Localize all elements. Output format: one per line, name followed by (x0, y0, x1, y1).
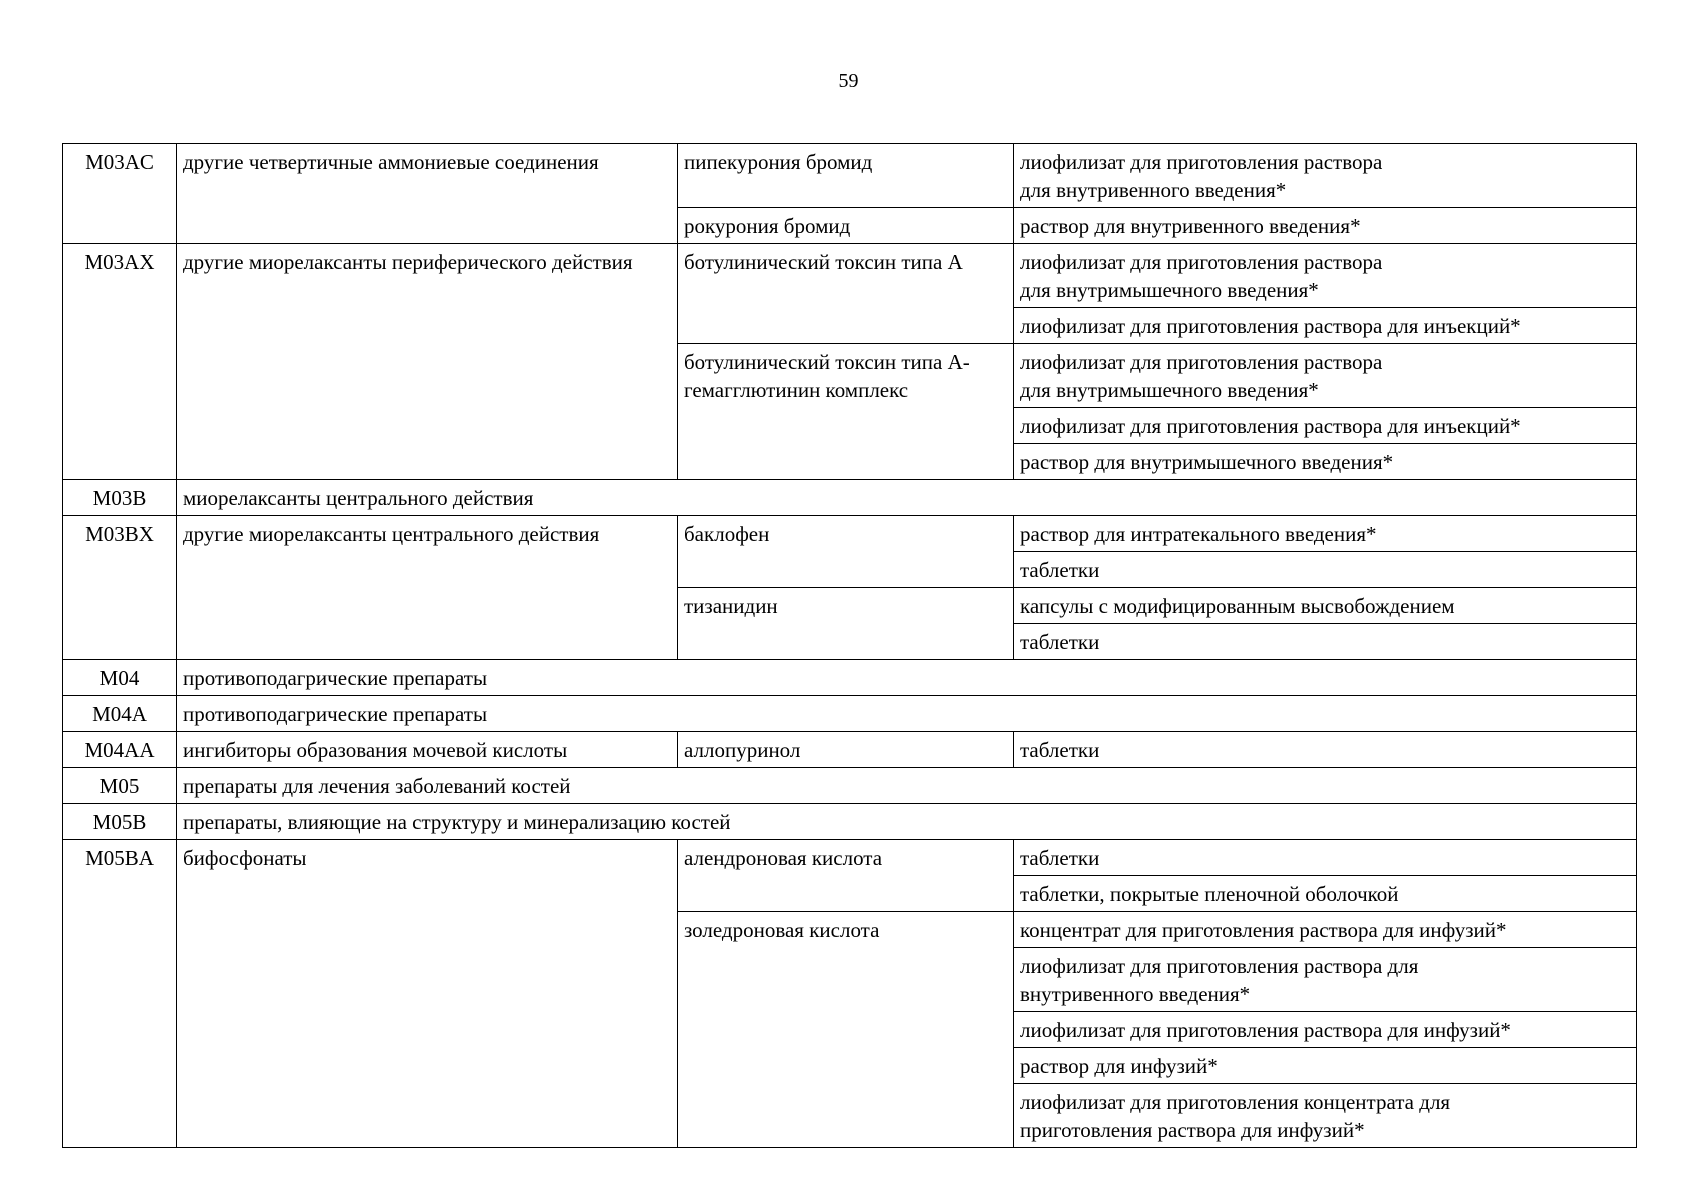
table-row (63, 768, 1637, 804)
table-row (63, 732, 1637, 768)
table-row (63, 244, 1637, 308)
dosage-form: лиофилизат для приготовления раствора для внутривенного введения* (1014, 144, 1637, 208)
dosage-form: концентрат для приготовления раствора для инфузий* (1014, 912, 1637, 948)
group-name: ингибиторы образования мочевой кислоты (177, 732, 678, 768)
drug-name: аллопуринол (678, 732, 1014, 768)
group-name: бифосфонаты (177, 840, 678, 1148)
dosage-form: лиофилизат для приготовления раствора для внутримышечного введения* (1014, 344, 1637, 408)
dosage-form: лиофилизат для приготовления раствора для инфузий* (1014, 1012, 1637, 1048)
atc-code: M04 (63, 660, 177, 696)
group-name: другие миорелаксанты периферического действия (177, 244, 678, 480)
dosage-form: таблетки (1014, 624, 1637, 660)
group-name: другие миорелаксанты центрального действия (177, 516, 678, 660)
dosage-form: лиофилизат для приготовления раствора для инъекций* (1014, 408, 1637, 444)
dosage-form: лиофилизат для приготовления раствора для внутривенного введения* (1014, 948, 1637, 1012)
table-row (63, 696, 1637, 732)
table-row (63, 804, 1637, 840)
dosage-form: таблетки (1014, 552, 1637, 588)
group-name: миорелаксанты центрального действия (177, 480, 1637, 516)
dosage-form: таблетки, покрытые пленочной оболочкой (1014, 876, 1637, 912)
page-number: 59 (838, 70, 859, 92)
group-name: другие четвертичные аммониевые соединения (177, 144, 678, 244)
dosage-form: раствор для внутримышечного введения* (1014, 444, 1637, 480)
group-name: препараты для лечения заболеваний костей (177, 768, 1637, 804)
drug-name: пипекурония бромид (678, 144, 1014, 208)
drug-table (62, 143, 1637, 1148)
drug-name: тизанидин (678, 588, 1014, 660)
table-row (63, 840, 1637, 876)
dosage-form: лиофилизат для приготовления раствора для инъекций* (1014, 308, 1637, 344)
atc-code: M05B (63, 804, 177, 840)
drug-name: золедроновая кислота (678, 912, 1014, 1148)
dosage-form: раствор для внутривенного введения* (1014, 208, 1637, 244)
group-name: противоподагрические препараты (177, 660, 1637, 696)
atc-code: M03B (63, 480, 177, 516)
dosage-form: капсулы с модифицированным высвобождением (1014, 588, 1637, 624)
drug-name: баклофен (678, 516, 1014, 588)
drug-name: ботулинический токсин типа A-гемагглютинин комплекс (678, 344, 1014, 480)
atc-code: M04AA (63, 732, 177, 768)
atc-code: M05 (63, 768, 177, 804)
dosage-form: таблетки (1014, 840, 1637, 876)
atc-code: M04A (63, 696, 177, 732)
table-row (63, 144, 1637, 208)
dosage-form: лиофилизат для приготовления раствора для внутримышечного введения* (1014, 244, 1637, 308)
drug-name: рокурония бромид (678, 208, 1014, 244)
table-row (63, 516, 1637, 552)
group-name: препараты, влияющие на структуру и минерализацию костей (177, 804, 1637, 840)
table-row (63, 660, 1637, 696)
atc-code: M03AX (63, 244, 177, 480)
atc-code: M05BA (63, 840, 177, 1148)
dosage-form: раствор для инфузий* (1014, 1048, 1637, 1084)
table-row (63, 480, 1637, 516)
atc-code: M03BX (63, 516, 177, 660)
dosage-form: раствор для интратекального введения* (1014, 516, 1637, 552)
dosage-form: лиофилизат для приготовления концентрата для приготовления раствора для инфузий* (1014, 1084, 1637, 1148)
drug-name: ботулинический токсин типа A (678, 244, 1014, 344)
group-name: противоподагрические препараты (177, 696, 1637, 732)
atc-code: M03AC (63, 144, 177, 244)
drug-name: алендроновая кислота (678, 840, 1014, 912)
dosage-form: таблетки (1014, 732, 1637, 768)
